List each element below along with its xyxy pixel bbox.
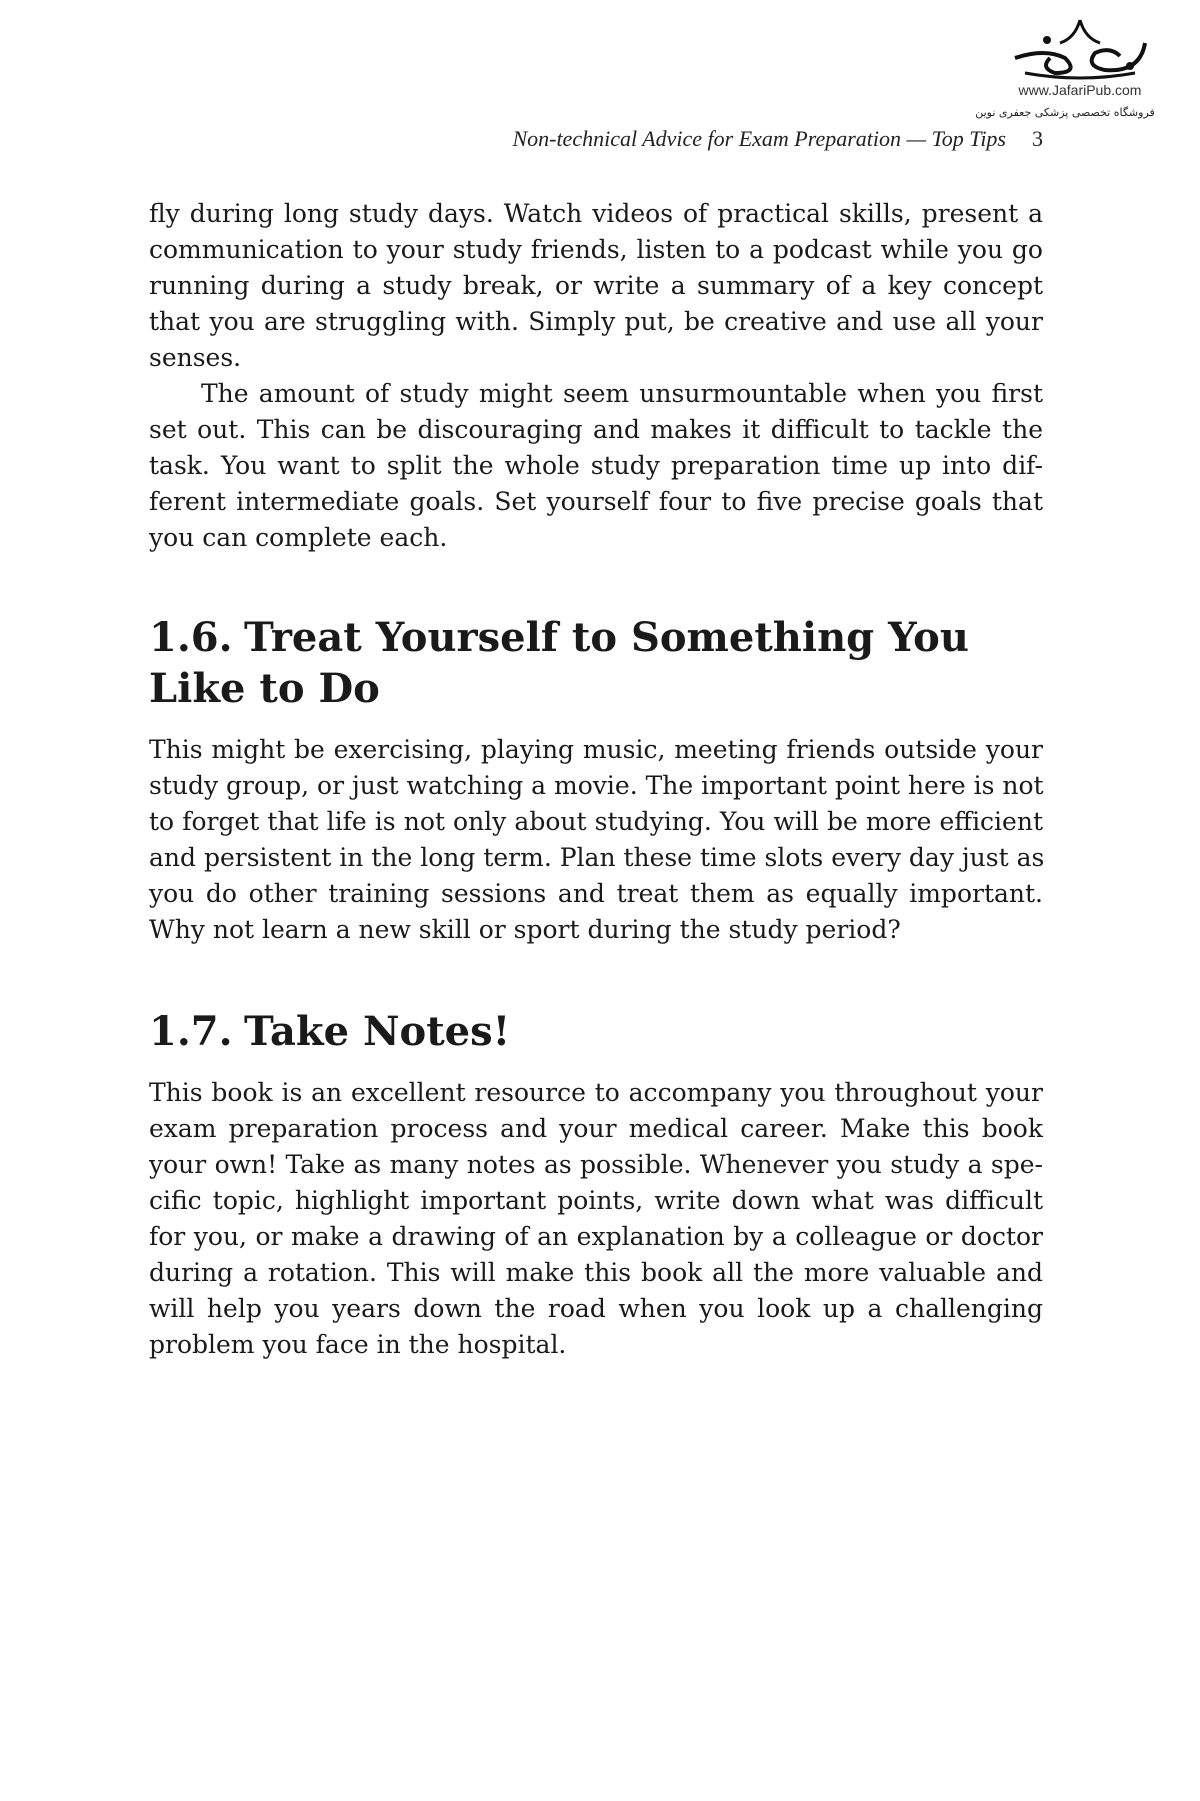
text-line: for you, or make a drawing of an explanation by a colleague or doctor xyxy=(149,1222,1043,1251)
text-line: ferent intermediate goals. Set yourself four to five precise goals that xyxy=(149,487,1043,516)
text-line: running during a study break, or write a summary of a key concept xyxy=(149,271,1043,300)
text-line: your own! Take as many notes as possible. Whenever you study a spe- xyxy=(149,1150,1043,1179)
section-title: Take Notes! xyxy=(244,1008,511,1055)
watermark-persian: فروشگاه تخصصی پزشکی جعفری نوین xyxy=(975,106,1155,119)
text-line: during a rotation. This will make this book all the more valuable and xyxy=(149,1258,1043,1287)
section-1-7-body xyxy=(149,1075,1043,1363)
text-line: that you are struggling with. Simply put, be creative and use all your xyxy=(149,307,1043,336)
text-line: study group, or just watching a movie. The important point here is not xyxy=(149,771,1044,800)
page-number: 3 xyxy=(1032,126,1043,151)
paragraph-1 xyxy=(149,196,1043,556)
text-line: senses. xyxy=(149,343,242,372)
text-line: The amount of study might seem unsurmountable when you first xyxy=(201,379,1043,408)
text-line: problem you face in the hospital. xyxy=(149,1330,567,1359)
section-title-cont: Like to Do xyxy=(149,665,380,712)
section-number: 1.7. xyxy=(149,1008,233,1055)
text-line: to forget that life is not only about studying. You will be more efficient xyxy=(149,807,1043,836)
running-title: Non-technical Advice for Exam Preparation — Top Tips xyxy=(512,126,1006,151)
section-number: 1.6. xyxy=(149,614,233,661)
text-line: task. You want to split the whole study preparation time up into dif- xyxy=(149,451,1043,480)
watermark-url: www.JafariPub.com xyxy=(1018,82,1142,98)
text-line: This book is an excellent resource to accompany you throughout your xyxy=(149,1078,1043,1107)
text-line: communication to your study friends, listen to a podcast while you go xyxy=(149,235,1043,264)
text-line: This might be exercising, playing music, meeting friends outside your xyxy=(149,735,1043,764)
text-line: set out. This can be discouraging and makes it difficult to tackle the xyxy=(149,415,1043,444)
running-header xyxy=(512,126,1043,152)
section-1-6-body xyxy=(149,732,1043,948)
text-line: exam preparation process and your medical career. Make this book xyxy=(149,1114,1043,1143)
text-line: cific topic, highlight important points, write down what was difficult xyxy=(149,1186,1043,1215)
text-line: you do other training sessions and treat them as equally important. xyxy=(149,879,1043,908)
text-line: you can complete each. xyxy=(149,523,448,552)
calligraphy-logo-icon xyxy=(1005,18,1155,80)
text-line: fly during long study days. Watch videos of practical skills, present a xyxy=(149,199,1043,228)
text-line: and persistent in the long term. Plan these time slots every day just as xyxy=(149,843,1045,872)
section-1-7-heading xyxy=(149,1006,1043,1057)
text-line: will help you years down the road when you look up a challenging xyxy=(149,1294,1043,1323)
publisher-logo xyxy=(975,18,1170,119)
section-title: Treat Yourself to Something You xyxy=(244,614,969,661)
section-1-6-heading xyxy=(149,612,1043,714)
text-line: Why not learn a new skill or sport during the study period? xyxy=(149,915,901,944)
